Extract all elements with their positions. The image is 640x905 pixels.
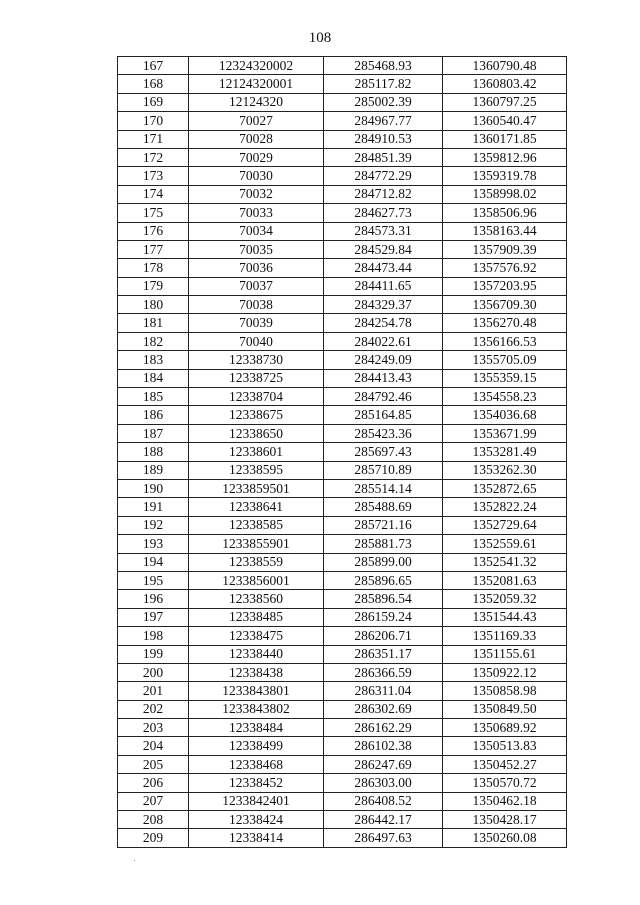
point-id-cell: 12338601 xyxy=(189,443,324,461)
table-row xyxy=(118,645,567,663)
x-coordinate-cell: 285697.43 xyxy=(324,443,443,461)
point-id-cell: 70034 xyxy=(189,222,324,240)
point-number-cell: 207 xyxy=(118,792,189,810)
x-coordinate-cell: 284910.53 xyxy=(324,130,443,148)
y-coordinate-cell: 1356709.30 xyxy=(443,296,567,314)
point-id-cell: 12338559 xyxy=(189,553,324,571)
table-row xyxy=(118,516,567,534)
point-number-cell: 198 xyxy=(118,627,189,645)
y-coordinate-cell: 1350849.50 xyxy=(443,700,567,718)
y-coordinate-cell: 1350513.83 xyxy=(443,737,567,755)
y-coordinate-cell: 1355705.09 xyxy=(443,351,567,369)
point-id-cell: 12338595 xyxy=(189,461,324,479)
point-number-cell: 208 xyxy=(118,811,189,829)
point-id-cell: 12338452 xyxy=(189,774,324,792)
x-coordinate-cell: 285710.89 xyxy=(324,461,443,479)
y-coordinate-cell: 1358506.96 xyxy=(443,204,567,222)
point-id-cell: 1233855901 xyxy=(189,535,324,553)
x-coordinate-cell: 286303.00 xyxy=(324,774,443,792)
y-coordinate-cell: 1350922.12 xyxy=(443,663,567,681)
point-id-cell: 12324320002 xyxy=(189,57,324,75)
point-id-cell: 12338485 xyxy=(189,608,324,626)
point-number-cell: 176 xyxy=(118,222,189,240)
point-number-cell: 169 xyxy=(118,93,189,111)
y-coordinate-cell: 1359319.78 xyxy=(443,167,567,185)
point-id-cell: 12338438 xyxy=(189,663,324,681)
table-row xyxy=(118,185,567,203)
table-row xyxy=(118,498,567,516)
point-id-cell: 70029 xyxy=(189,148,324,166)
x-coordinate-cell: 284792.46 xyxy=(324,388,443,406)
x-coordinate-cell: 284254.78 xyxy=(324,314,443,332)
x-coordinate-cell: 284529.84 xyxy=(324,240,443,258)
table-row xyxy=(118,719,567,737)
table-row xyxy=(118,204,567,222)
point-id-cell: 70030 xyxy=(189,167,324,185)
y-coordinate-cell: 1351155.61 xyxy=(443,645,567,663)
point-id-cell: 12338468 xyxy=(189,755,324,773)
point-number-cell: 189 xyxy=(118,461,189,479)
y-coordinate-cell: 1358163.44 xyxy=(443,222,567,240)
y-coordinate-cell: 1352822.24 xyxy=(443,498,567,516)
table-row xyxy=(118,388,567,406)
point-number-cell: 174 xyxy=(118,185,189,203)
y-coordinate-cell: 1360540.47 xyxy=(443,112,567,130)
point-number-cell: 205 xyxy=(118,755,189,773)
point-id-cell: 12338484 xyxy=(189,719,324,737)
y-coordinate-cell: 1358998.02 xyxy=(443,185,567,203)
point-id-cell: 1233842401 xyxy=(189,792,324,810)
y-coordinate-cell: 1353671.99 xyxy=(443,424,567,442)
point-id-cell: 12338725 xyxy=(189,369,324,387)
point-number-cell: 196 xyxy=(118,590,189,608)
point-id-cell: 70027 xyxy=(189,112,324,130)
table-row xyxy=(118,535,567,553)
table-body xyxy=(118,57,567,848)
y-coordinate-cell: 1357909.39 xyxy=(443,240,567,258)
x-coordinate-cell: 286206.71 xyxy=(324,627,443,645)
point-number-cell: 171 xyxy=(118,130,189,148)
table-row xyxy=(118,663,567,681)
x-coordinate-cell: 286366.59 xyxy=(324,663,443,681)
point-id-cell: 70038 xyxy=(189,296,324,314)
x-coordinate-cell: 286442.17 xyxy=(324,811,443,829)
point-number-cell: 187 xyxy=(118,424,189,442)
point-id-cell: 70032 xyxy=(189,185,324,203)
y-coordinate-cell: 1353281.49 xyxy=(443,443,567,461)
point-number-cell: 194 xyxy=(118,553,189,571)
page-number: 108 xyxy=(308,30,332,46)
table-row xyxy=(118,148,567,166)
point-number-cell: 177 xyxy=(118,240,189,258)
y-coordinate-cell: 1353262.30 xyxy=(443,461,567,479)
point-id-cell: 12338730 xyxy=(189,351,324,369)
point-number-cell: 179 xyxy=(118,277,189,295)
table-row xyxy=(118,443,567,461)
x-coordinate-cell: 284967.77 xyxy=(324,112,443,130)
y-coordinate-cell: 1350570.72 xyxy=(443,774,567,792)
y-coordinate-cell: 1352541.32 xyxy=(443,553,567,571)
point-number-cell: 185 xyxy=(118,388,189,406)
y-coordinate-cell: 1350689.92 xyxy=(443,719,567,737)
point-id-cell: 1233859501 xyxy=(189,479,324,497)
y-coordinate-cell: 1357203.95 xyxy=(443,277,567,295)
x-coordinate-cell: 285423.36 xyxy=(324,424,443,442)
table-row xyxy=(118,222,567,240)
point-id-cell: 70036 xyxy=(189,259,324,277)
table-row xyxy=(118,571,567,589)
table-row xyxy=(118,259,567,277)
y-coordinate-cell: 1354558.23 xyxy=(443,388,567,406)
table-row xyxy=(118,369,567,387)
table-row xyxy=(118,774,567,792)
y-coordinate-cell: 1354036.68 xyxy=(443,406,567,424)
point-number-cell: 175 xyxy=(118,204,189,222)
point-number-cell: 190 xyxy=(118,479,189,497)
x-coordinate-cell: 286159.24 xyxy=(324,608,443,626)
y-coordinate-cell: 1360171.85 xyxy=(443,130,567,148)
x-coordinate-cell: 286311.04 xyxy=(324,682,443,700)
table-row xyxy=(118,314,567,332)
table-row xyxy=(118,296,567,314)
point-id-cell: 12124320 xyxy=(189,93,324,111)
y-coordinate-cell: 1350428.17 xyxy=(443,811,567,829)
point-id-cell: 12124320001 xyxy=(189,75,324,93)
table-row xyxy=(118,112,567,130)
x-coordinate-cell: 285721.16 xyxy=(324,516,443,534)
point-id-cell: 1233843801 xyxy=(189,682,324,700)
x-coordinate-cell: 284022.61 xyxy=(324,332,443,350)
table-row xyxy=(118,461,567,479)
y-coordinate-cell: 1351169.33 xyxy=(443,627,567,645)
point-id-cell: 70028 xyxy=(189,130,324,148)
point-id-cell: 12338414 xyxy=(189,829,324,847)
table-row xyxy=(118,277,567,295)
x-coordinate-cell: 285896.54 xyxy=(324,590,443,608)
x-coordinate-cell: 285488.69 xyxy=(324,498,443,516)
point-id-cell: 12338560 xyxy=(189,590,324,608)
scan-speck xyxy=(134,860,135,861)
table-row xyxy=(118,755,567,773)
x-coordinate-cell: 286162.29 xyxy=(324,719,443,737)
x-coordinate-cell: 284329.37 xyxy=(324,296,443,314)
y-coordinate-cell: 1350858.98 xyxy=(443,682,567,700)
point-number-cell: 195 xyxy=(118,571,189,589)
y-coordinate-cell: 1352559.61 xyxy=(443,535,567,553)
x-coordinate-cell: 285468.93 xyxy=(324,57,443,75)
x-coordinate-cell: 284627.73 xyxy=(324,204,443,222)
table-row xyxy=(118,627,567,645)
point-id-cell: 70033 xyxy=(189,204,324,222)
y-coordinate-cell: 1350462.18 xyxy=(443,792,567,810)
y-coordinate-cell: 1359812.96 xyxy=(443,148,567,166)
table-row xyxy=(118,479,567,497)
y-coordinate-cell: 1351544.43 xyxy=(443,608,567,626)
x-coordinate-cell: 286497.63 xyxy=(324,829,443,847)
x-coordinate-cell: 285164.85 xyxy=(324,406,443,424)
table-row xyxy=(118,406,567,424)
point-id-cell: 12338499 xyxy=(189,737,324,755)
point-number-cell: 209 xyxy=(118,829,189,847)
x-coordinate-cell: 284249.09 xyxy=(324,351,443,369)
table-row xyxy=(118,75,567,93)
point-id-cell: 70037 xyxy=(189,277,324,295)
x-coordinate-cell: 286102.38 xyxy=(324,737,443,755)
table-row xyxy=(118,57,567,75)
point-id-cell: 12338704 xyxy=(189,388,324,406)
point-id-cell: 12338424 xyxy=(189,811,324,829)
y-coordinate-cell: 1360803.42 xyxy=(443,75,567,93)
point-number-cell: 206 xyxy=(118,774,189,792)
point-number-cell: 201 xyxy=(118,682,189,700)
table-row xyxy=(118,737,567,755)
point-id-cell: 70035 xyxy=(189,240,324,258)
point-number-cell: 188 xyxy=(118,443,189,461)
x-coordinate-cell: 285881.73 xyxy=(324,535,443,553)
table-row xyxy=(118,424,567,442)
point-number-cell: 203 xyxy=(118,719,189,737)
x-coordinate-cell: 285002.39 xyxy=(324,93,443,111)
table-row xyxy=(118,792,567,810)
y-coordinate-cell: 1352081.63 xyxy=(443,571,567,589)
x-coordinate-cell: 284473.44 xyxy=(324,259,443,277)
y-coordinate-cell: 1356166.53 xyxy=(443,332,567,350)
point-number-cell: 186 xyxy=(118,406,189,424)
table-row xyxy=(118,590,567,608)
point-number-cell: 180 xyxy=(118,296,189,314)
x-coordinate-cell: 286351.17 xyxy=(324,645,443,663)
point-number-cell: 168 xyxy=(118,75,189,93)
table-row xyxy=(118,167,567,185)
y-coordinate-cell: 1352729.64 xyxy=(443,516,567,534)
point-number-cell: 181 xyxy=(118,314,189,332)
table-row xyxy=(118,130,567,148)
point-number-cell: 202 xyxy=(118,700,189,718)
x-coordinate-cell: 285896.65 xyxy=(324,571,443,589)
table-row xyxy=(118,829,567,847)
x-coordinate-cell: 284772.29 xyxy=(324,167,443,185)
point-number-cell: 200 xyxy=(118,663,189,681)
point-id-cell: 12338650 xyxy=(189,424,324,442)
point-number-cell: 197 xyxy=(118,608,189,626)
table-row xyxy=(118,351,567,369)
table-row xyxy=(118,93,567,111)
point-number-cell: 199 xyxy=(118,645,189,663)
x-coordinate-cell: 284712.82 xyxy=(324,185,443,203)
x-coordinate-cell: 285899.00 xyxy=(324,553,443,571)
x-coordinate-cell: 286408.52 xyxy=(324,792,443,810)
y-coordinate-cell: 1355359.15 xyxy=(443,369,567,387)
x-coordinate-cell: 285117.82 xyxy=(324,75,443,93)
table-row xyxy=(118,553,567,571)
x-coordinate-cell: 286247.69 xyxy=(324,755,443,773)
point-id-cell: 12338585 xyxy=(189,516,324,534)
point-id-cell: 70040 xyxy=(189,332,324,350)
x-coordinate-cell: 285514.14 xyxy=(324,479,443,497)
point-number-cell: 193 xyxy=(118,535,189,553)
point-id-cell: 12338675 xyxy=(189,406,324,424)
point-number-cell: 204 xyxy=(118,737,189,755)
point-number-cell: 192 xyxy=(118,516,189,534)
x-coordinate-cell: 284573.31 xyxy=(324,222,443,240)
point-number-cell: 172 xyxy=(118,148,189,166)
y-coordinate-cell: 1352872.65 xyxy=(443,479,567,497)
point-id-cell: 70039 xyxy=(189,314,324,332)
point-id-cell: 1233856001 xyxy=(189,571,324,589)
point-number-cell: 183 xyxy=(118,351,189,369)
y-coordinate-cell: 1356270.48 xyxy=(443,314,567,332)
point-number-cell: 173 xyxy=(118,167,189,185)
table-row xyxy=(118,811,567,829)
x-coordinate-cell: 284413.43 xyxy=(324,369,443,387)
point-number-cell: 167 xyxy=(118,57,189,75)
y-coordinate-cell: 1360790.48 xyxy=(443,57,567,75)
point-id-cell: 1233843802 xyxy=(189,700,324,718)
point-id-cell: 12338641 xyxy=(189,498,324,516)
x-coordinate-cell: 286302.69 xyxy=(324,700,443,718)
point-id-cell: 12338475 xyxy=(189,627,324,645)
point-number-cell: 170 xyxy=(118,112,189,130)
point-number-cell: 184 xyxy=(118,369,189,387)
y-coordinate-cell: 1360797.25 xyxy=(443,93,567,111)
table-row xyxy=(118,240,567,258)
table-row xyxy=(118,332,567,350)
x-coordinate-cell: 284411.65 xyxy=(324,277,443,295)
table-row xyxy=(118,608,567,626)
y-coordinate-cell: 1357576.92 xyxy=(443,259,567,277)
y-coordinate-cell: 1350260.08 xyxy=(443,829,567,847)
table-row xyxy=(118,682,567,700)
y-coordinate-cell: 1352059.32 xyxy=(443,590,567,608)
coordinates-table xyxy=(117,56,567,848)
point-number-cell: 178 xyxy=(118,259,189,277)
x-coordinate-cell: 284851.39 xyxy=(324,148,443,166)
table-row xyxy=(118,700,567,718)
point-number-cell: 191 xyxy=(118,498,189,516)
y-coordinate-cell: 1350452.27 xyxy=(443,755,567,773)
point-id-cell: 12338440 xyxy=(189,645,324,663)
point-number-cell: 182 xyxy=(118,332,189,350)
